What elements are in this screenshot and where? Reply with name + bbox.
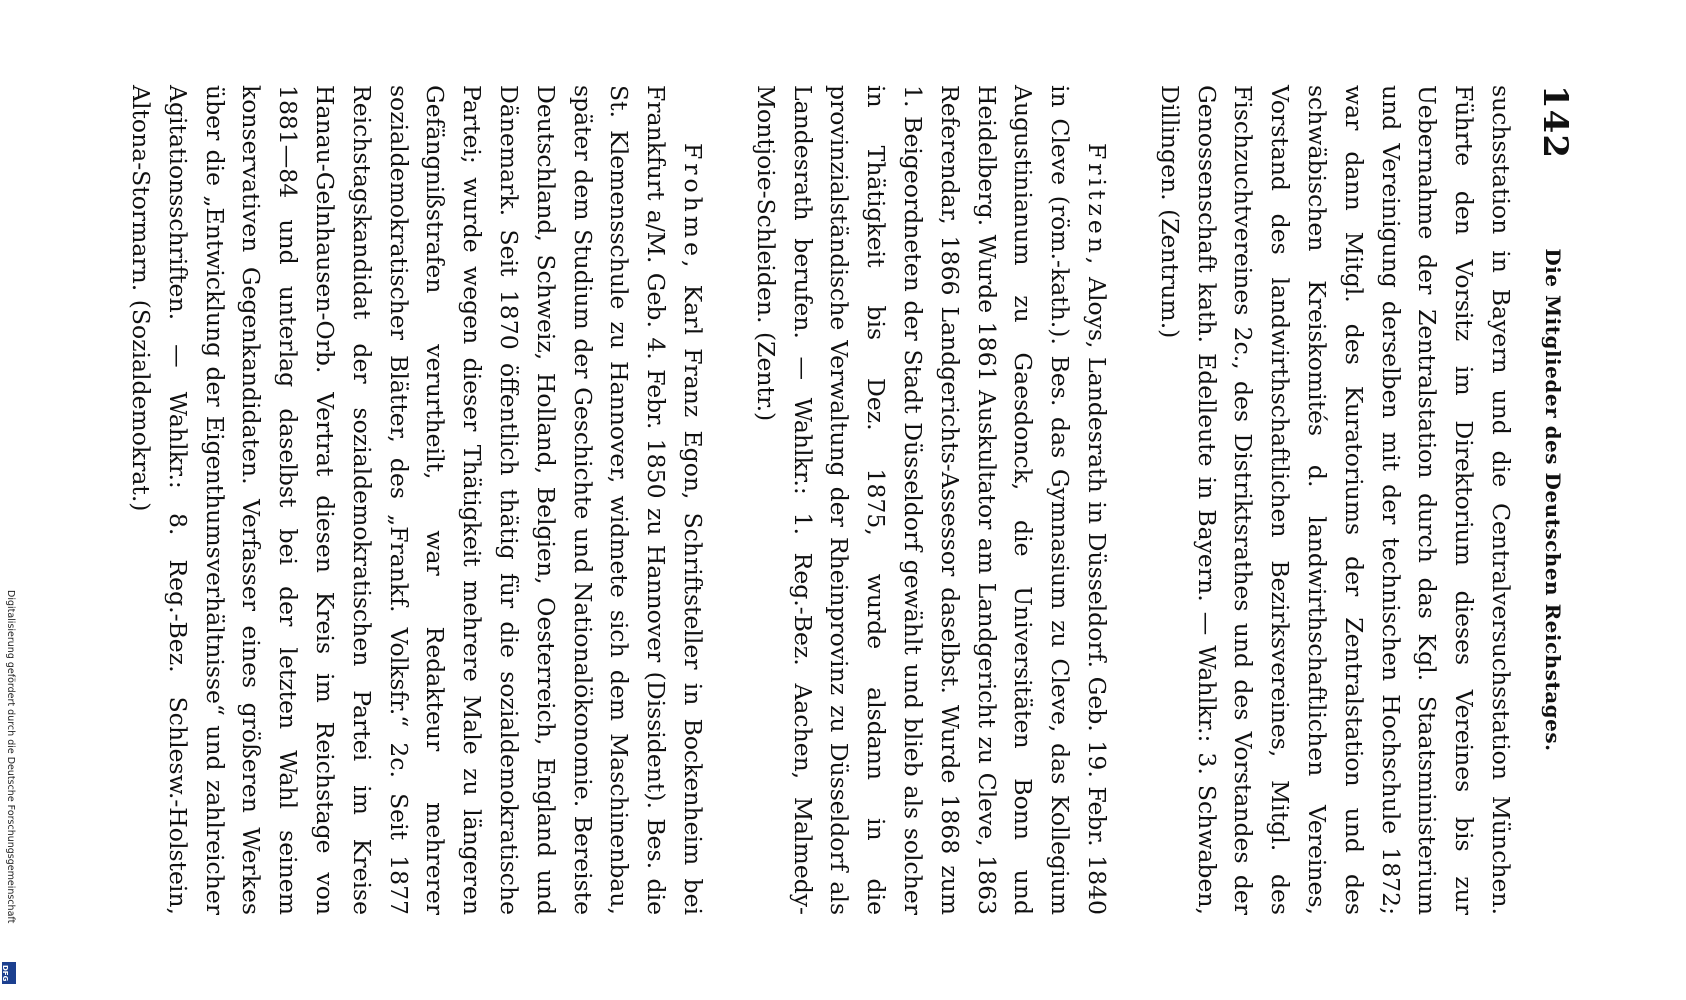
entry-text: suchsstation in Bayern und die Centralversuchsstation München. Führte den Vorsitz im Direktorium dieses Vereines bis zur Uebernahme der Zentralstation durch das Kgl. Staatsministerium und Vereinigung derselben mit der technischen Hochschule 1872; war dann Mitgl. des Kuratoriums der Zentralstation und des schwäbischen Kreiskomités d. landwirthschaftlichen Vereines, Vorstand des landwirthschaftlichen Bezirksvereines, Mitgl. des Fischzuchtvereines 2c., des Distriktsrathes und des Vorstandes der Genossenschaft kath. Edelleute in Bayern. — Wahlkr.: 3. Schwaben, Dillingen. (Zentrum.) bbox=[1155, 85, 1515, 915]
dfg-logo-icon: DFG bbox=[2, 962, 16, 984]
entry-text: Karl Franz Egon, Schriftsteller in Bockenheim bei Frankfurt a/M. Geb. 4. Febr. 1850 zu Hannover (Dissident). Bes. die St. Klemensschule zu Hannover, widmete sich dem Maschinenbau, später dem Studium der Geschichte und Nationalökonomie. Bereiste Deutschland, Schweiz, Holland, Belgien, Oesterreich, England und Dänemark. Seit 1870 öffentlich thätig für die sozialdemokratische Partei; wurde wegen dieser Thätigkeit mehrere Male zu längeren Gefängnißstrafen verurtheilt, war Redakteur mehrerer sozialdemokratischer Blätter, des „Frankf. Volksfr.“ 2c. Seit 1877 Reichstagskandidat der sozialdemokratischen Partei im Kreise Hanau-Gelnhausen-Orb. Vertrat diesen Kreis im Reichstage von 1881—84 und unterlag daselbst bei der letzten Wahl seinem konservativen Gegenkandidaten. Verfasser eines größeren Werkes über die „Entwicklung der Eigenthumsverhältnisse“ und zahlreicher Agitationsschriften. — Wahlkr.: 8. Reg.-Bez. Schlesw.-Holstein, Altona-Stormarn. (Sozialdemokrat.) bbox=[127, 85, 708, 915]
entry-text: Aloys, Landesrath in Düsseldorf. Geb. 19. Febr. 1840 in Cleve (röm.-kath.). Bes. das Gymnasium zu Cleve, das Kollegium Augustinianum zu Gaesdonck, die Universitäten Bonn und Heidelberg. Wurde 1861 Auskultator am Landgericht zu Cleve, 1863 Referendar, 1866 Landgerichts-Assessor daselbst. Wurde 1868 zum 1. Beigeordneten der Stadt Düsseldorf gewählt und blieb als solcher in Thätigkeit bis Dez. 1875, wurde alsdann in die provinzialständische Verwaltung der Rheinprovinz zu Düsseldorf als Landesrath berufen. — Wahlkr.: 1. Reg.-Bez. Aachen, Malmedy-Montjoie-Schleiden. (Zentr.) bbox=[751, 85, 1112, 915]
entry-fritzen bbox=[747, 85, 1115, 915]
entry-surname: Frohme, bbox=[679, 143, 708, 272]
credit-text: Digitalisierung gefördert durch die Deutsche Forschungsgemeinschaft bbox=[5, 590, 16, 924]
page-number: 142 bbox=[1535, 85, 1575, 159]
entry-frohme bbox=[122, 85, 711, 915]
book-page bbox=[95, 85, 1575, 915]
entry-continuation bbox=[1151, 85, 1519, 915]
running-head-title: Die Mitglieder des Deutschen Reichstages. bbox=[1541, 248, 1565, 752]
running-head bbox=[1519, 85, 1575, 915]
digitization-credit bbox=[2, 590, 16, 980]
entry-surname: Fritzen, bbox=[1083, 143, 1112, 269]
